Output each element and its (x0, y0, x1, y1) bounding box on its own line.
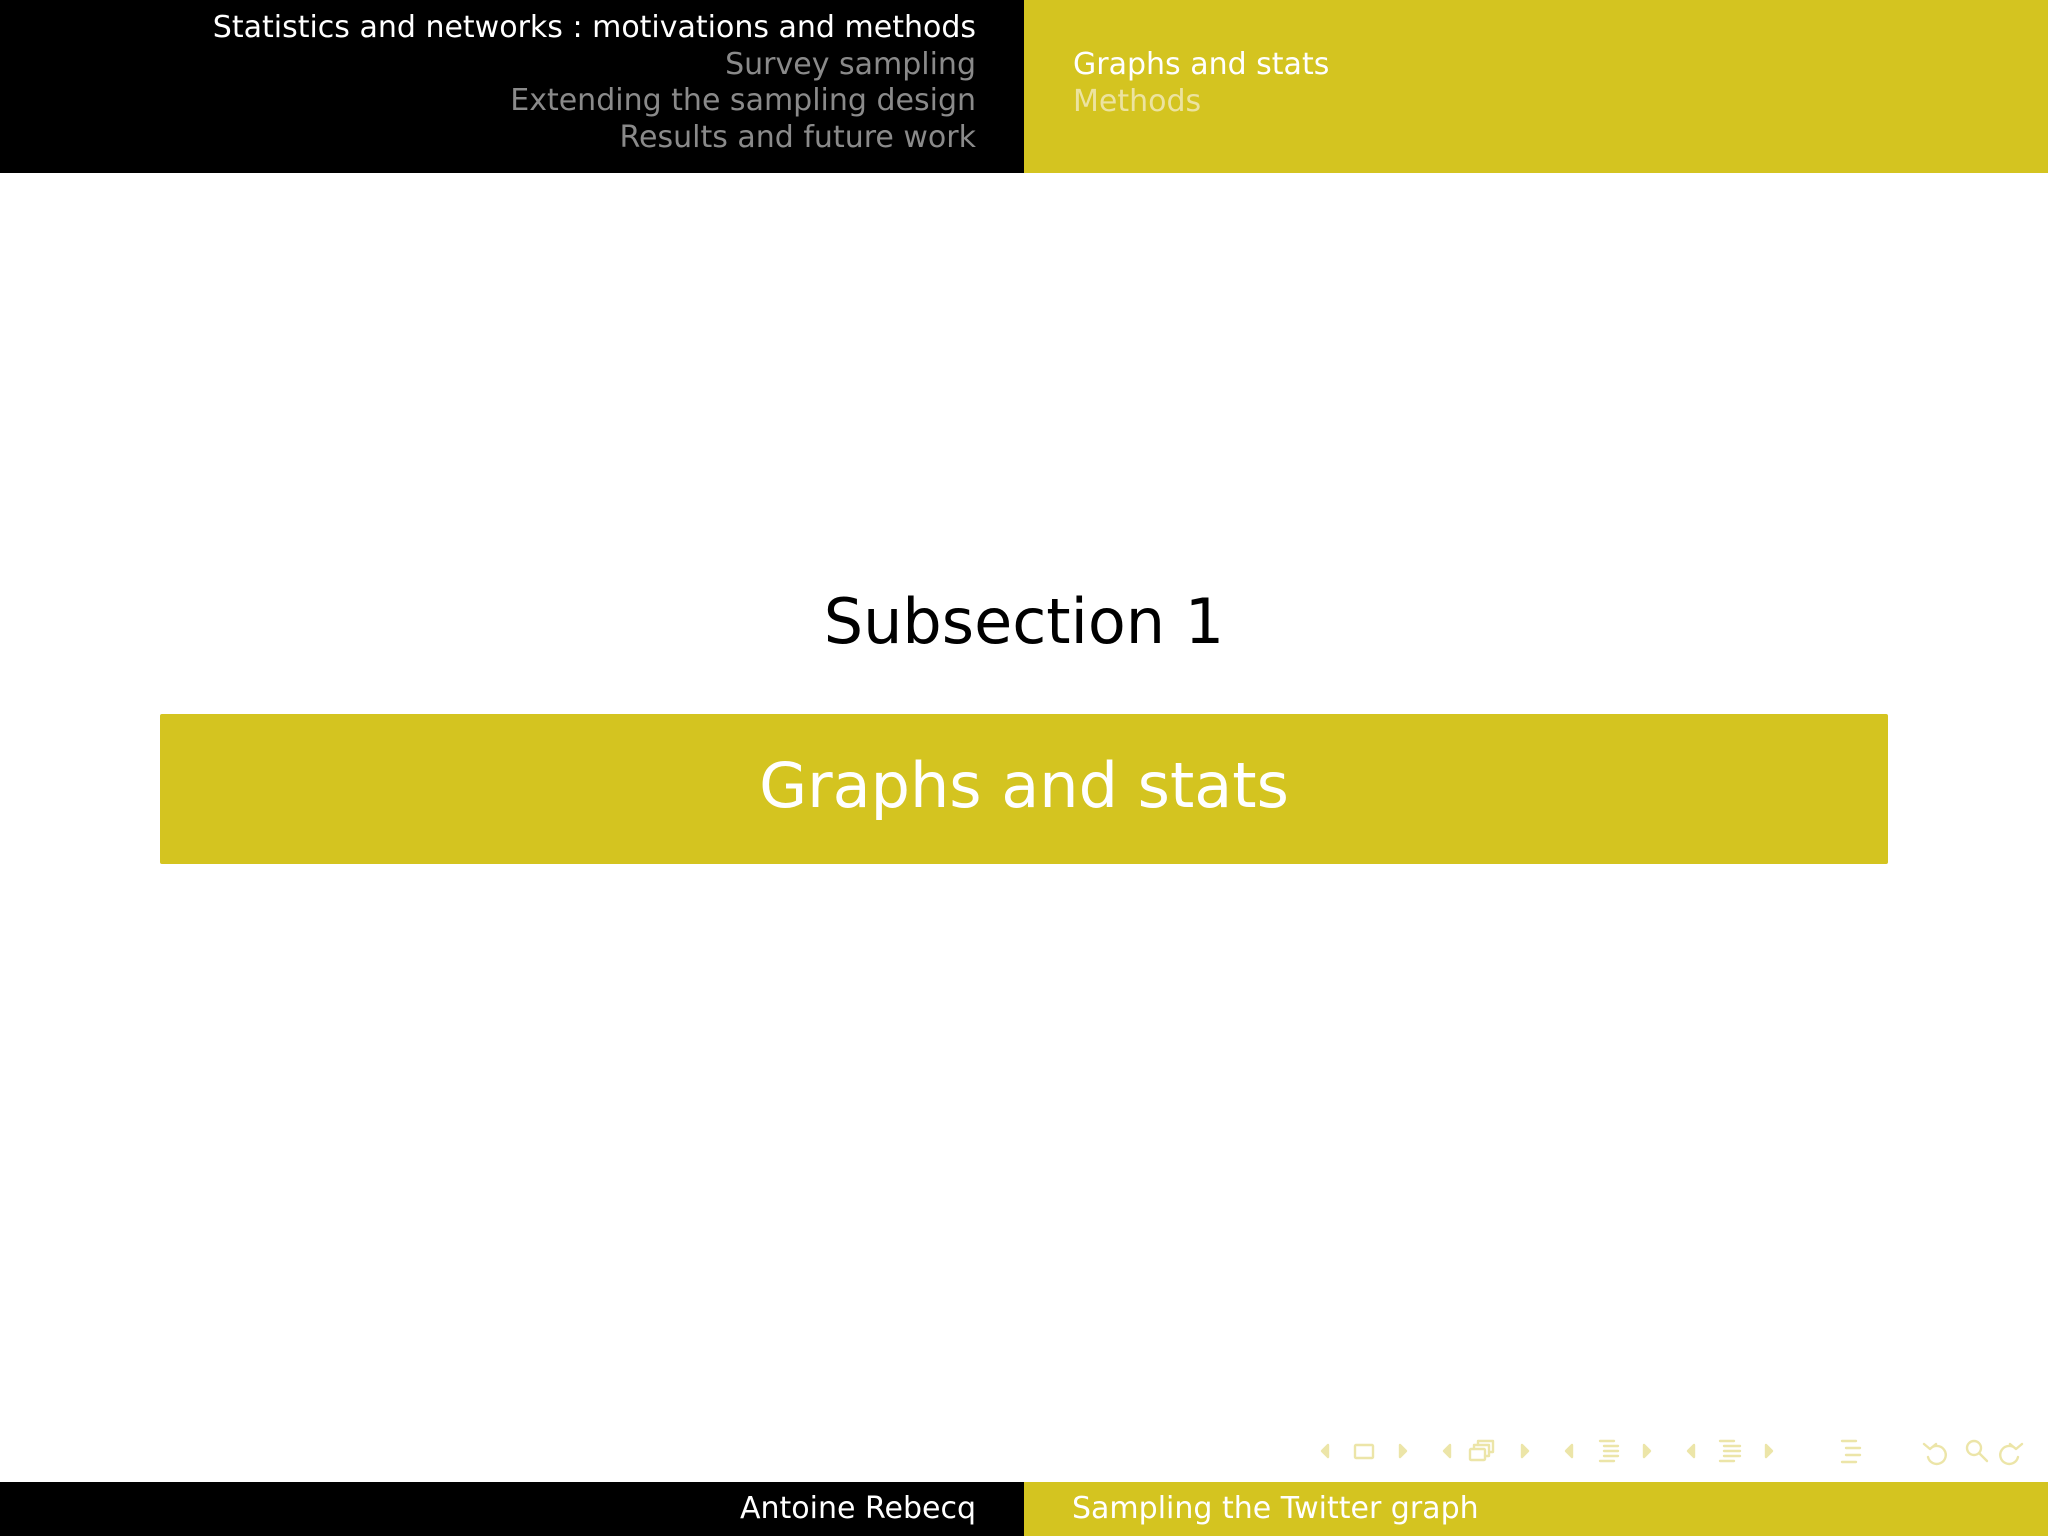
footer (0, 1482, 2048, 1536)
beamer-navigation-symbols (1310, 1436, 2038, 1466)
subsection-title: Graphs and stats (759, 749, 1289, 822)
next-subsection-button[interactable] (1522, 1445, 1528, 1457)
subsection-button[interactable] (1470, 1441, 1493, 1460)
footer-author: Antoine Rebecq (740, 1491, 976, 1526)
subsection-navigation (1024, 0, 2048, 173)
section-icon (1600, 1441, 1618, 1461)
prev-arrow-icon (1322, 1445, 1328, 1457)
frame-icon (1355, 1445, 1373, 1458)
next-arrow-icon (1644, 1445, 1650, 1457)
next-presentation-button[interactable] (1766, 1445, 1772, 1457)
subsection-banner (160, 714, 1888, 864)
next-frame-button[interactable] (1400, 1445, 1406, 1457)
footer-title-box (1024, 1482, 2048, 1536)
back-button[interactable] (1924, 1444, 1946, 1464)
prev-arrow-icon (1688, 1445, 1694, 1457)
prev-presentation-button[interactable] (1688, 1445, 1694, 1457)
prev-arrow-icon (1566, 1445, 1572, 1457)
section-link-extending-design[interactable]: Extending the sampling design (510, 83, 976, 118)
frame-button[interactable] (1355, 1445, 1373, 1458)
next-arrow-icon (1400, 1445, 1406, 1457)
footer-author-box (0, 1482, 1024, 1536)
prev-section-button[interactable] (1566, 1445, 1572, 1457)
section-navigation (0, 0, 1024, 173)
section-link-results-future[interactable]: Results and future work (619, 119, 976, 155)
prev-arrow-icon (1444, 1445, 1450, 1457)
header-navigation (0, 0, 2048, 173)
prev-frame-button[interactable] (1322, 1445, 1328, 1457)
search-icon (1967, 1441, 1987, 1461)
presentation-icon (1720, 1441, 1740, 1461)
back-icon (1924, 1444, 1946, 1464)
next-section-button[interactable] (1644, 1445, 1650, 1457)
section-link-statistics-networks[interactable]: Statistics and networks : motivations and methods (212, 10, 976, 45)
section-link-survey-sampling[interactable]: Survey sampling (725, 46, 976, 82)
prev-subsection-button[interactable] (1444, 1445, 1450, 1457)
subsection-link-graphs-stats[interactable]: Graphs and stats (1073, 47, 1330, 82)
next-arrow-icon (1522, 1445, 1528, 1457)
presentation-button[interactable] (1720, 1441, 1740, 1461)
toc-icon (1842, 1441, 1860, 1462)
footer-title: Sampling the Twitter graph (1072, 1491, 1479, 1526)
subsection-label: Subsection 1 (823, 585, 1225, 658)
search-button[interactable] (1967, 1441, 1987, 1461)
forward-button[interactable] (2000, 1444, 2022, 1464)
section-button[interactable] (1600, 1441, 1618, 1461)
subsection-link-methods[interactable]: Methods (1073, 83, 1202, 119)
next-arrow-icon (1766, 1445, 1772, 1457)
toc-button[interactable] (1842, 1441, 1860, 1462)
subsection-icon (1470, 1441, 1493, 1460)
forward-icon (2000, 1444, 2022, 1464)
